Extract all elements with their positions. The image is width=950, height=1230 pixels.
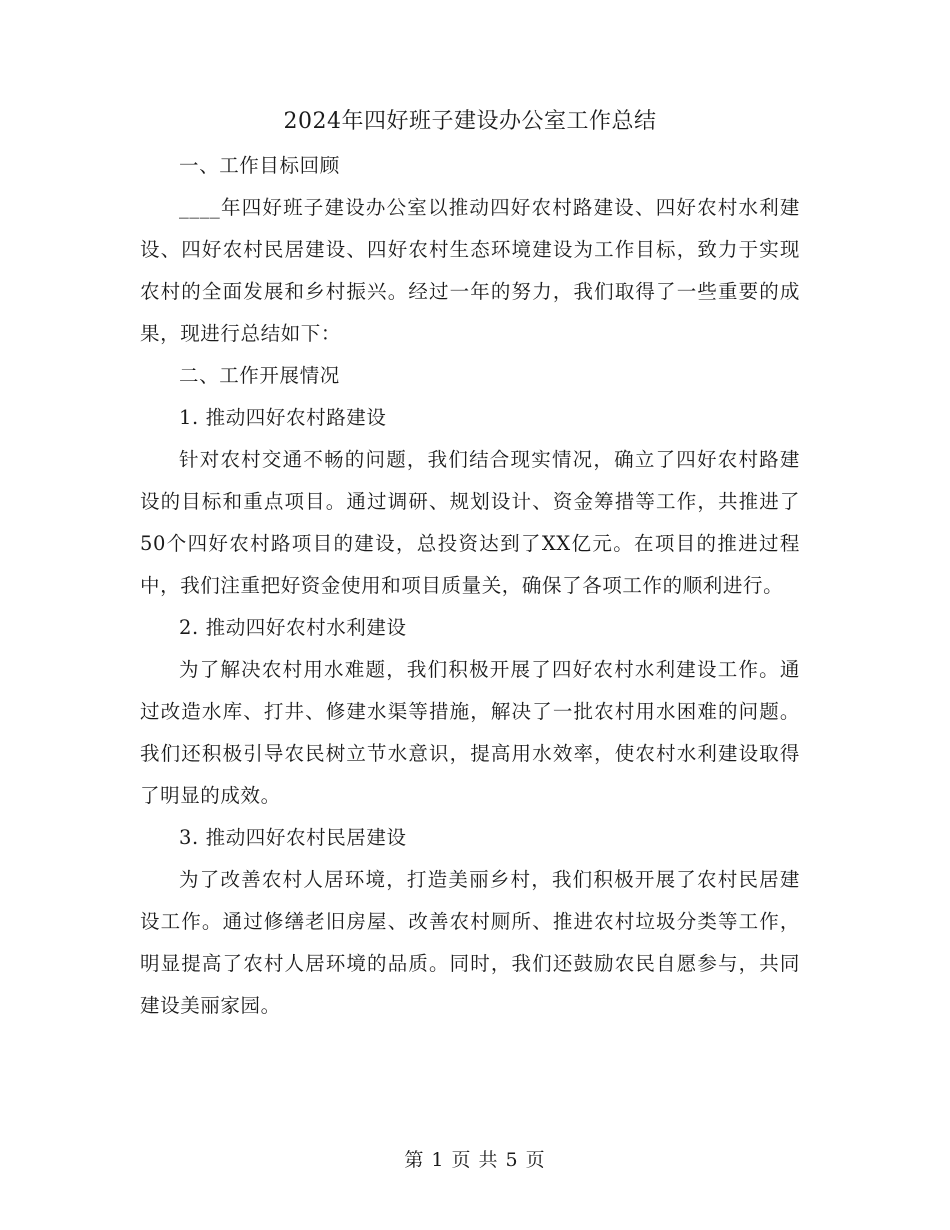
- paragraph-rural-housing: 为了改善农村人居环境，打造美丽乡村，我们积极开展了农村民居建设工作。通过修缮老旧房屋、改善农村厕所、推进农村垃圾分类等工作，明显提高了农村人居环境的品质。同时，我们还鼓励农民自愿参与，共同建设美丽家园。: [140, 868, 800, 1017]
- paragraph-rural-roads: 针对农村交通不畅的问题，我们结合现实情况，确立了四好农村路建设的目标和重点项目。通过调研、规划设计、资金筹措等工作，共推进了50个四好农村路项目的建设，总投资达到了XX亿元。在项目的推进过程中，我们注重把好资金使用和项目质量关，确保了各项工作的顺利进行。: [140, 448, 800, 597]
- subheading-rural-housing: 3. 推动四好农村民居建设: [179, 826, 407, 849]
- paragraph-goals-summary: ____年四好班子建设办公室以推动四好农村路建设、四好农村水利建设、四好农村民居建设、四好农村生态环境建设为工作目标，致力于实现农村的全面发展和乡村振兴。经过一年的努力，我们取得了一些重要的成果，现进行总结如下：: [140, 196, 800, 345]
- document-title: 2024年四好班子建设办公室工作总结: [283, 109, 657, 134]
- page-number-footer: 第 1 页 共 5 页: [404, 1149, 546, 1171]
- document-body: [140, 102, 800, 1027]
- section-heading-work-progress: 二、工作开展情况: [179, 364, 340, 387]
- section-heading-goals-review: 一、工作目标回顾: [179, 154, 340, 177]
- paragraph-water-conservancy: 为了解决农村用水难题，我们积极开展了四好农村水利建设工作。通过改造水库、打井、修建水渠等措施，解决了一批农村用水困难的问题。我们还积极引导农民树立节水意识，提高用水效率，使农村水利建设取得了明显的成效。: [140, 658, 800, 807]
- subheading-water-conservancy: 2. 推动四好农村水利建设: [179, 616, 407, 639]
- subheading-rural-roads: 1. 推动四好农村路建设: [179, 406, 387, 429]
